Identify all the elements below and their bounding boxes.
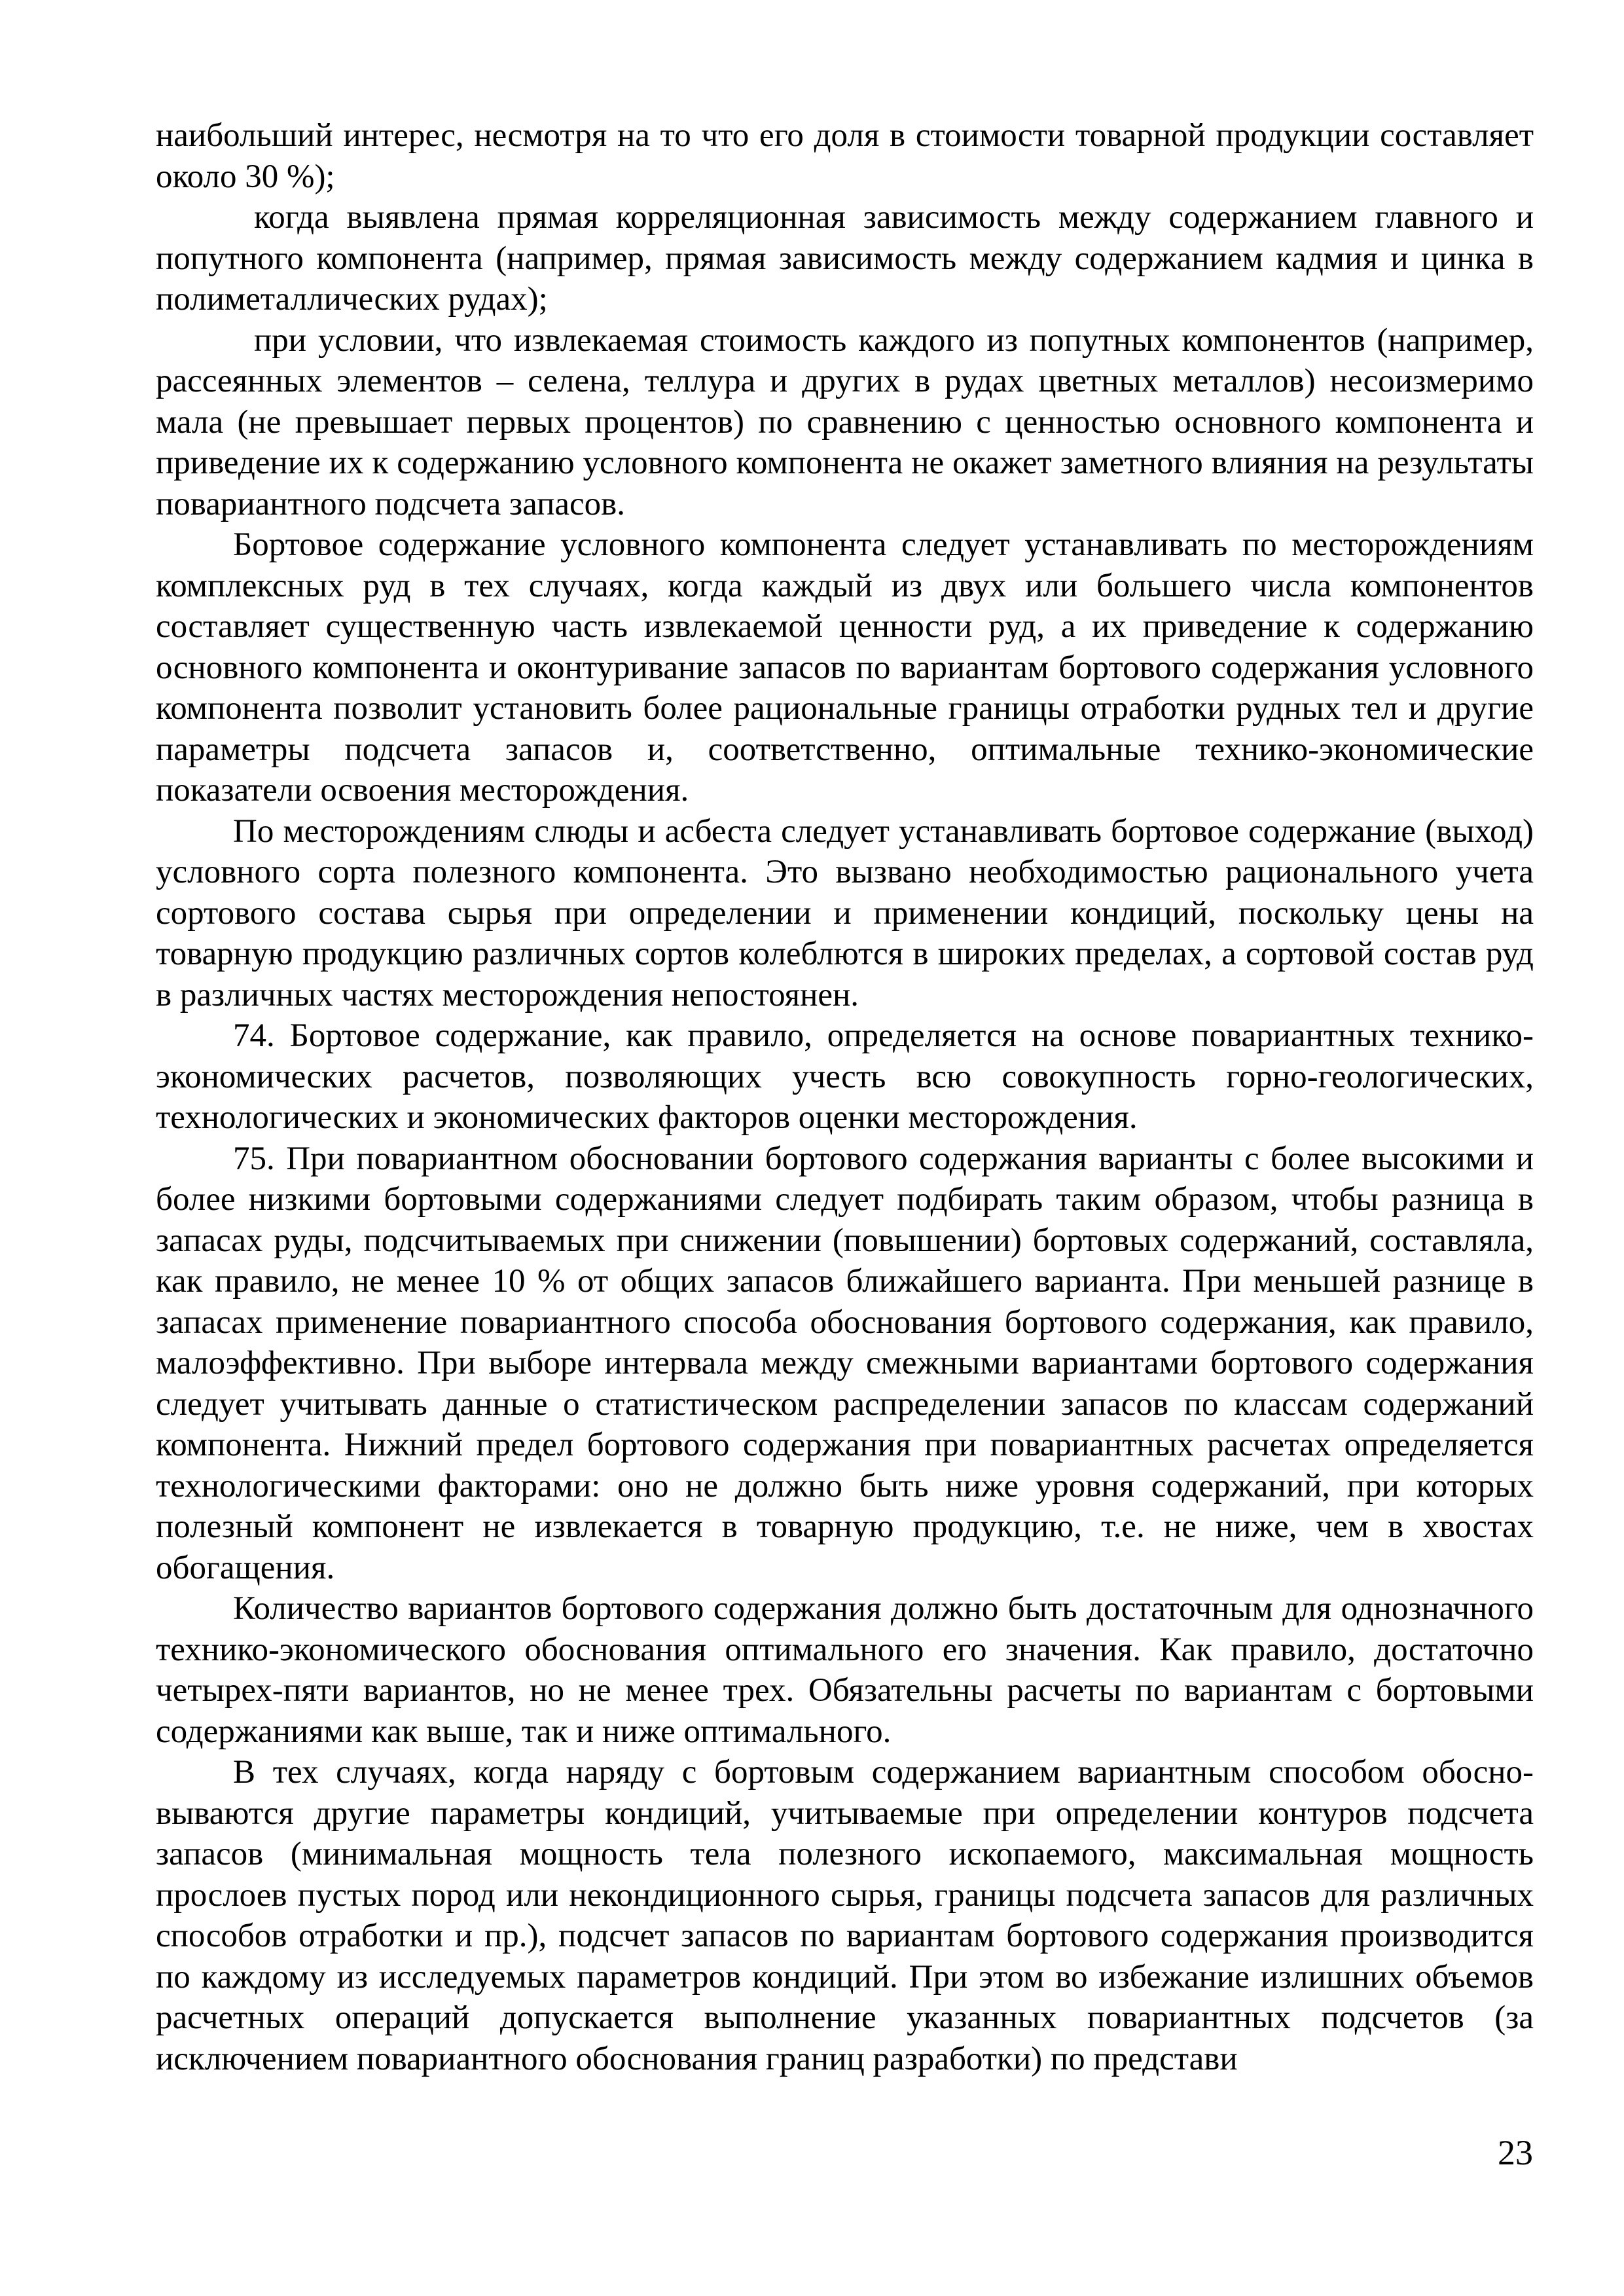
- paragraph-mica-asbestos: По месторождениям слюды и асбеста следует устанавливать бортовое содержание (выход) условного сорта полезного компонента. Это вызвано необходимостью рационального учета сортового состава сырья при определении и применении кондиций, поскольку цены на товарную продукцию различных сортов колеблются в широких пределах, а сортовой состав руд в различных частях месторождения непостоянен.: [156, 812, 1534, 1013]
- paragraph-list-item-extractable-value: при условии, что извлекаемая стоимость каждого из попутных компонентов (например, рассеянных элементов – селена, теллура и других в рудах цветных металлов) несоизмеримо мала (не превышает первых процентов) по сравнению с ценностью основного компонента и приведение их к содержанию условного компонента не окажет заметного влияния на результаты повариантного подсчета запасов.: [156, 321, 1534, 522]
- paragraph-conditional-component: Бортовое содержание условного компонента следует устанавливать по месторождениям комплексных руд в тех случаях, когда каждый из двух или большего числа компонентов составляет существенную часть извлекаемой ценности руд, а их приведение к содержанию основного компонента и оконтуривание запасов по вариантам бортового содержания условного компонента позволит установить более рациональные границы отработки рудных тел и другие параметры подсчета запасов и, соответственно, оптимальные технико-экономические показатели освоения месторождения.: [156, 526, 1534, 809]
- paragraph-clause-74: 74. Бортовое содержание, как правило, определяется на основе повариантных технико-экономических расчетов, позволяющих учесть всю совокупность горно-геологических, технологических и экономических факторов оценки месторождения.: [156, 1017, 1534, 1136]
- paragraph-list-item-correlation: когда выявлена прямая корреляционная зависимость между содержанием главного и попутного компонента (например, прямая зависимость между содержанием кадмия и цинка в полиметаллических рудах);: [156, 199, 1534, 318]
- paragraph-number-of-variants: Количество вариантов бортового содержания должно быть достаточным для однозначного технико-экономического обоснования оптимального его значения. Как правило, достаточно четырех-пяти вариантов, но не менее трех. Обязательны расчеты по вариантам с бортовыми содержаниями как выше, так и ниже оптимального.: [156, 1590, 1534, 1750]
- paragraph-other-parameters: В тех случаях, когда наряду с бортовым содержанием вариантным способом обосновываются другие параметры кондиций, учитываемые при определении контуров подсчета запасов (минимальная мощность тела полезного ископаемого, максимальная мощность прослоев пустых пород или некондиционного сырья, границы подсчета запасов для различных способов отработки и пр.), подсчет запасов по вариантам бортового содержания производится по каждому из исследуемых параметров кондиций. При этом во избежание излишних объемов расчетных операций допускается выполнение указанных повариантных подсчетов (за исключением повариантного обоснования границ разработки) по представи: [156, 1754, 1534, 2077]
- paragraph-clause-75: 75. При повариантном обосновании бортового содержания варианты с более высокими и более низкими бортовыми содержаниями следует подбирать таким образом, чтобы разница в запасах руды, подсчитываемых при снижении (повышении) бортовых содержаний, составляла, как правило, не менее 10 % от общих запасов ближайшего варианта. При меньшей разнице в запасах применение повариантного способа обоснования бортового содержания, как правило, малоэффективно. При выборе интервала между смежными вариантами бортового содержания следует учитывать данные о статистическом распределении запасов по классам содержаний компонента. Нижний предел бортового содержания при повариантных расчетах определяется технологическими факторами: оно не должно быть ниже уровня содержаний, при которых полезный компонент не извлекается в товарную продукцию, т.е. не ниже, чем в хвостах обогащения.: [156, 1140, 1534, 1586]
- page-number: 23: [1498, 2133, 1533, 2172]
- page-body-text: [156, 115, 1534, 2079]
- paragraph-continuation: наибольший интерес, несмотря на то что его доля в стоимости товарной продукции составляет около 30 %);: [156, 117, 1534, 195]
